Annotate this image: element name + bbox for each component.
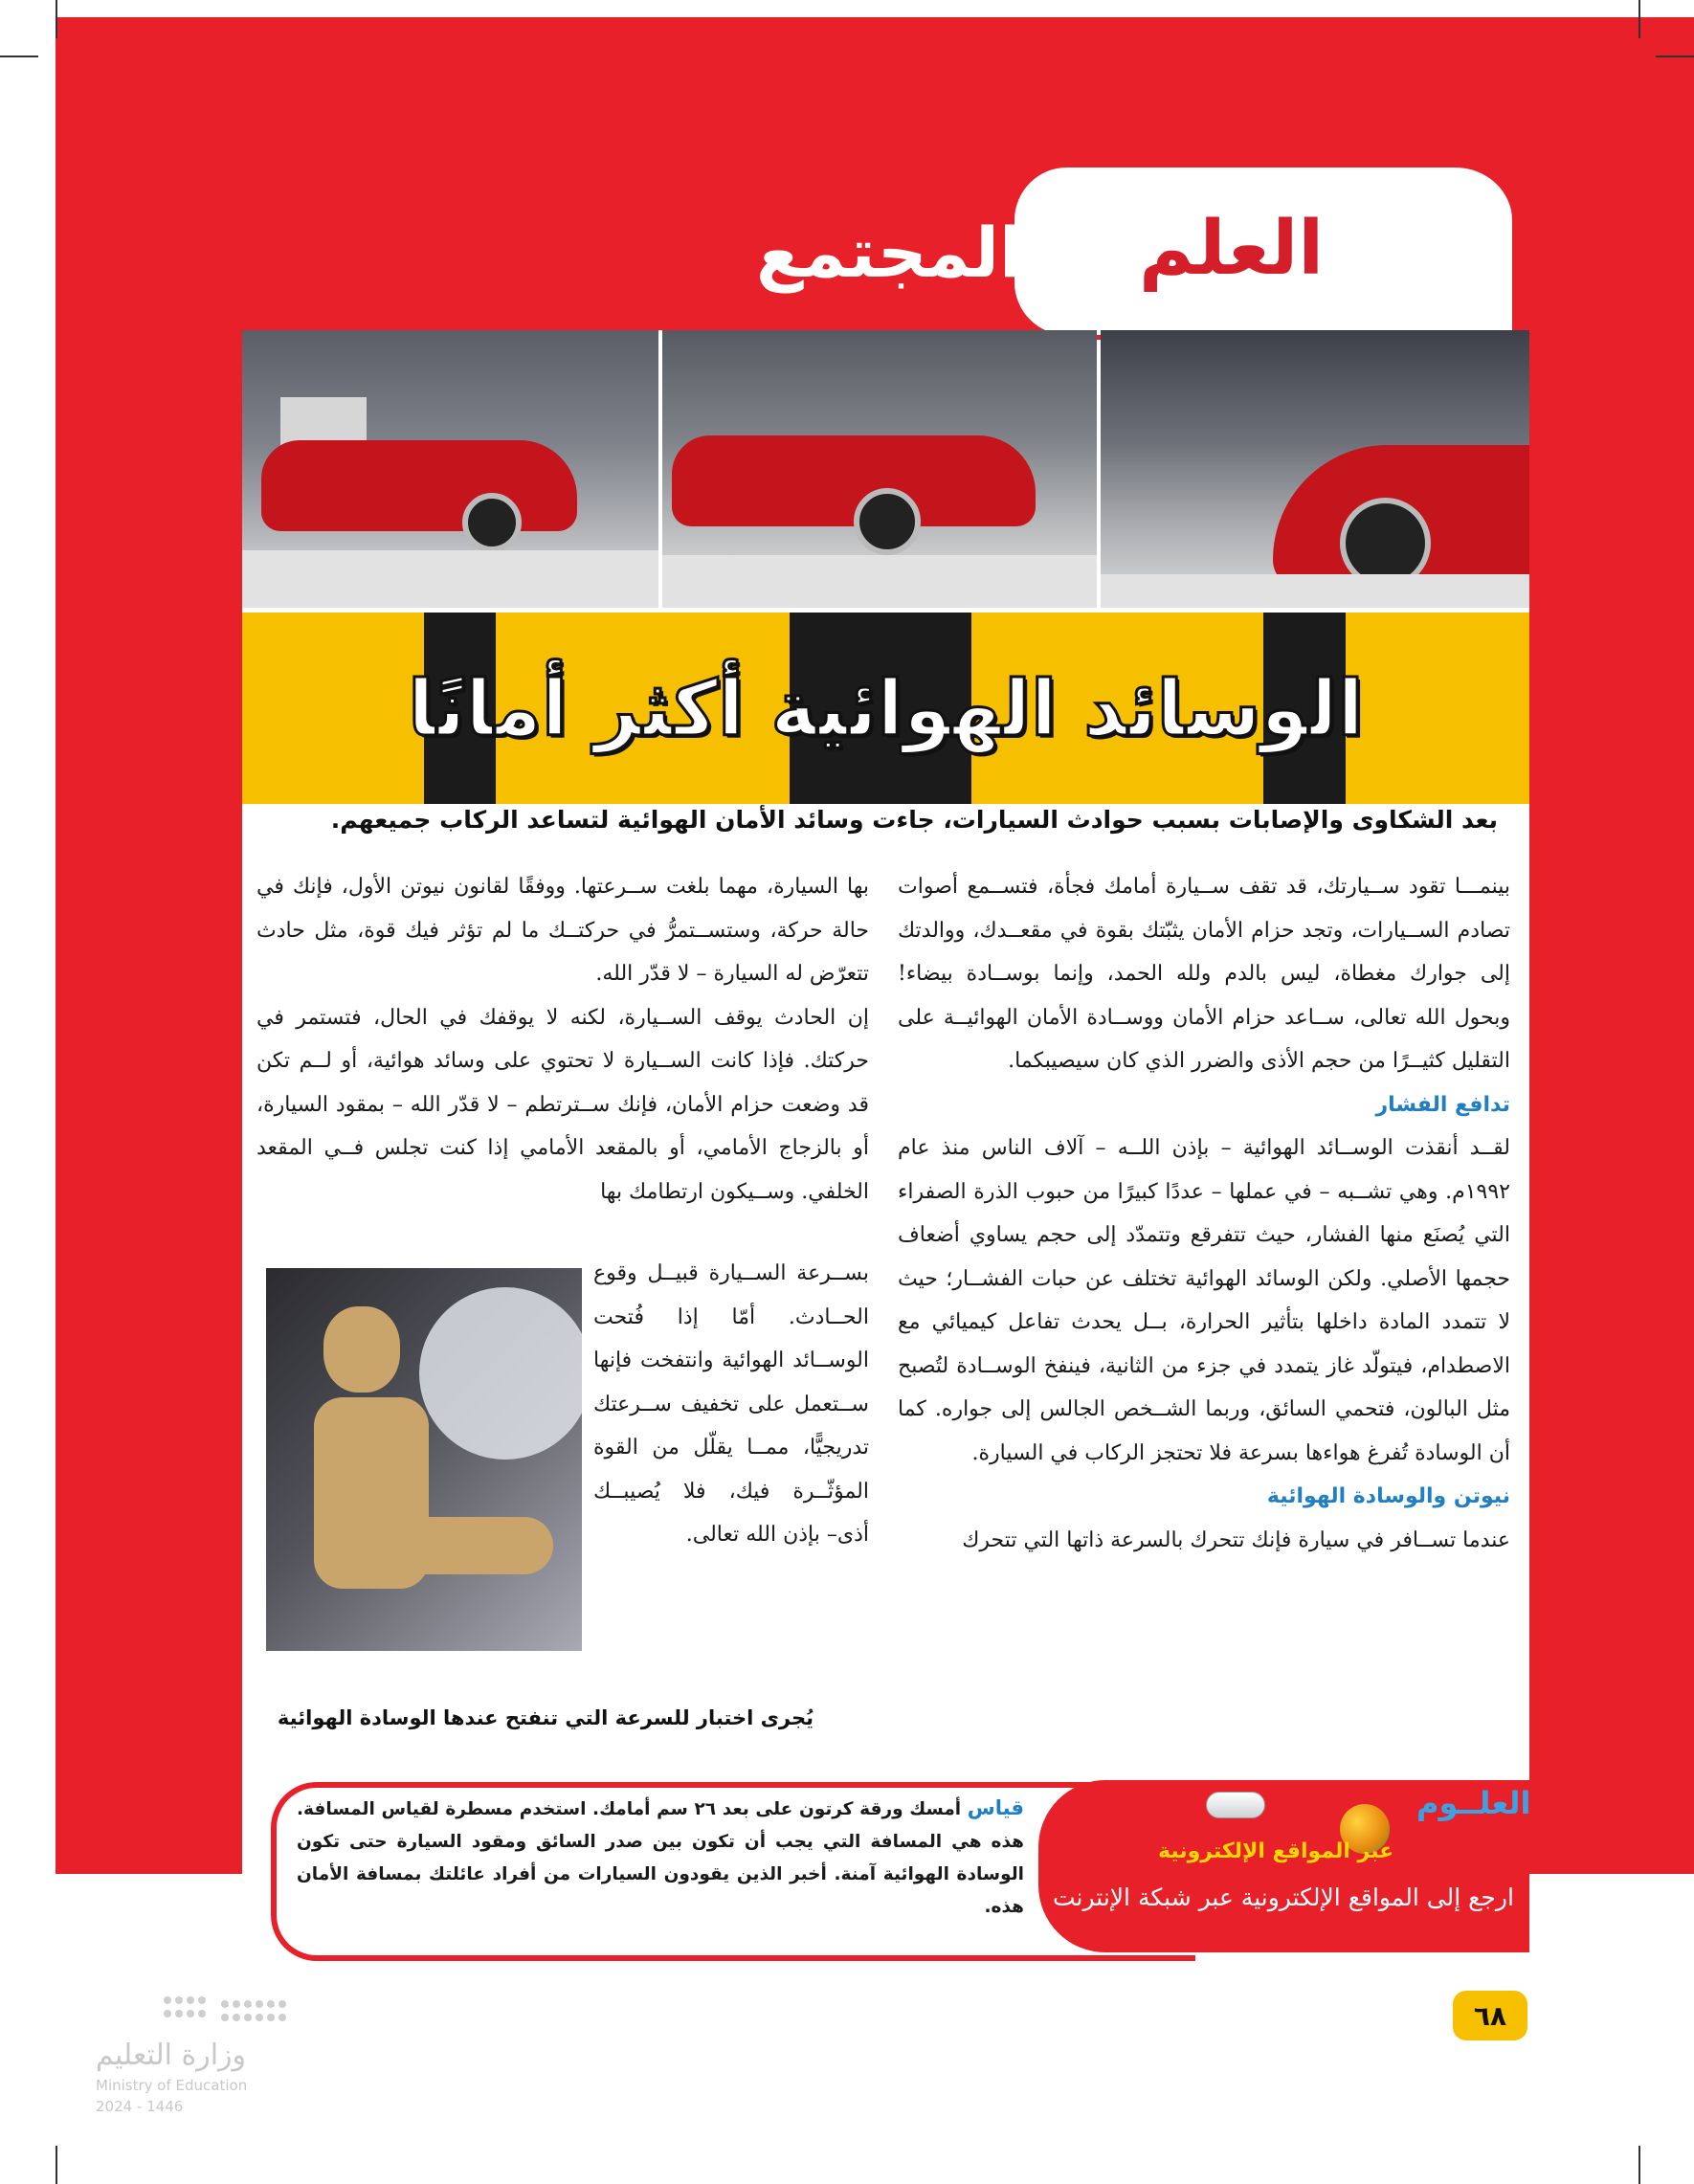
page-number: ٦٨	[1453, 1991, 1527, 2040]
heading-newton: نيوتن والوسادة الهوائية	[1266, 1484, 1510, 1508]
measure-body: أمسك ورقة كرتون على بعد ٢٦ سم أمامك. استخدم مسطرة لقياس المسافة. هذه هي المسافة التي يجب أن تكون بين صدر السائق ومقود السيارة حتى تكون الوسادة الهوائية آمنة. أخبر الذين يقودون السيارات من أفراد عائلتك بمسافة الأمان هذه.	[297, 1799, 1024, 1917]
heading-popcorn: تدافع الفشار	[1375, 1092, 1510, 1117]
ministry-logo-icon	[158, 1991, 311, 2037]
crash-photo-1	[242, 330, 658, 608]
web-subtitle: عبر المواقع الإلكترونية	[1158, 1839, 1394, 1863]
title-science: العلم	[1139, 206, 1325, 292]
measure-label: قياس	[967, 1796, 1024, 1819]
crash-dummy-photo	[266, 1268, 582, 1651]
crash-photo-3	[1101, 330, 1529, 608]
newton-paragraph-start: عندما تســافر في سيارة فإنك تتحرك بالسرعة ذاتها التي تتحرك	[962, 1527, 1510, 1552]
newton-paragraph-3: بســرعة الســيارة قبيــل وقوع الحــادث. أمّا إذا فُتحت الوســائد الهوائية وانتفخت فإنها ســتعمل على تخفيف ســرعتك تدريجيًّا، ممــا يقلّل من القوة المؤثّــرة فيك، فلا يُصيبــك أذى– بإذن الله تعالى.	[593, 1261, 869, 1547]
crashed-car	[261, 440, 577, 531]
web-title: العلــوم	[1416, 1785, 1531, 1821]
right-column	[898, 865, 1510, 1562]
newton-paragraph-2: إن الحادث يوقف الســيارة، لكنه لا يوقفك في الحال، فتستمر في حركتك. فإذا كانت الســيارة لا تحتوي على وسائد هوائية، أو لــم تكن قد وضعت حزام الأمان، فإنك ســترتطم – لا قدّر الله – بمقود السيارة، أو بالزجاج الأمامي، أو بالمقعد الأمامي إذا كنت تجلس فــي المقعد الخلفي. وســيكون ارتطامك بها	[256, 1005, 869, 1204]
photo-caption: يُجرى اختبار للسرعة التي تنفتح عندها الوسادة الهوائية	[277, 1706, 814, 1729]
crop-mark	[56, 0, 57, 38]
left-column-top	[256, 865, 869, 1214]
mouse-icon	[1206, 1792, 1265, 1818]
article-subtitle: بعد الشكاوى والإصابات بسبب حوادث السيارات، جاءت وسائد الأمان الهوائية لتساعد الركاب جميعهم.	[330, 806, 1498, 834]
wheel	[462, 493, 522, 552]
airbag	[419, 1287, 582, 1460]
article-title: الوسائد الهوائية أكثر أمانًا	[408, 663, 1364, 753]
popcorn-paragraph: لقــد أنقذت الوســائد الهوائية – بإذن اللــه – آلاف الناس منذ عام ١٩٩٢م. وهي تشــبه – في عملها – عددًا كبيرًا من حبوب الذرة الصفراء التي يُصنَع منها الفشار، حيث تتفرقع وتتمدّد إلى حجم يساوي أضعاف حجمها الأصلي. ولكن الوسائد الهوائية تختلف عن حبات الفشــار؛ حيث لا تتمدد المادة داخلها بتأثير الحرارة، بــل يحدث تفاعل كيميائي مع الاصطدام، فيتولّد غاز يتمدد في جزء من الثانية، فينفخ الوســادة لتُصبح مثل البالون، فتحمي السائق، وربما الشــخص الجالس إلى جواره. كما أن الوسادة تُفرغ هواءها بسرعة فلا تحتجز الركاب في السيارة.	[898, 1136, 1511, 1465]
crop-mark	[56, 2146, 57, 2184]
measure-text	[297, 1792, 1024, 1924]
crash-photo-2	[662, 330, 1097, 608]
ministry-name-ar: وزارة التعليم	[96, 2039, 247, 2072]
floor	[242, 550, 658, 608]
crop-mark	[1638, 2146, 1640, 2184]
floor	[662, 555, 1097, 608]
floor	[1101, 574, 1529, 608]
web-instruction: ارجع إلى المواقع الإلكترونية عبر شبكة الإنترنت	[1053, 1883, 1514, 1911]
wheel	[854, 488, 921, 555]
dummy-arm	[381, 1517, 553, 1574]
ministry-year: 2024 - 1446	[96, 2098, 184, 2115]
ministry-name-en: Ministry of Education	[96, 2077, 248, 2094]
crop-mark	[1656, 56, 1694, 57]
crop-mark	[0, 56, 38, 57]
dummy-head	[323, 1306, 400, 1393]
newton-paragraph-cont: بها السيارة، مهما بلغت ســرعتها. ووفقًا لقانون نيوتن الأول، فإنك في حالة حركة، وستســتمرُّ في حركتــك ما لم تؤثر فيك قوة، مثل حادث تتعرّض له السيارة – لا قدّر الله.	[256, 875, 870, 986]
crop-mark	[1638, 0, 1640, 38]
intro-paragraph: بينمـــا تقود ســيارتك، قد تقف ســيارة أمامك فجأة، فتســمع أصوات تصادم الســيارات، وتجد حزام الأمان يثبّتك بقوة في مقعــدك، ووالدتك إلى جوارك مغطاة، ليس بالدم ولله الحمد، وإنما بوســادة بيضاء! وبحول الله تعالى، ســاعد حزام الأمان ووســادة الأمان الهوائيــة على التقليل كثيــرًا من حجم الأذى والضرر الذي كان سيصيبكما.	[898, 875, 1510, 1073]
title-society: والمجتمع	[756, 212, 1066, 293]
left-column-narrow	[593, 1252, 869, 1557]
